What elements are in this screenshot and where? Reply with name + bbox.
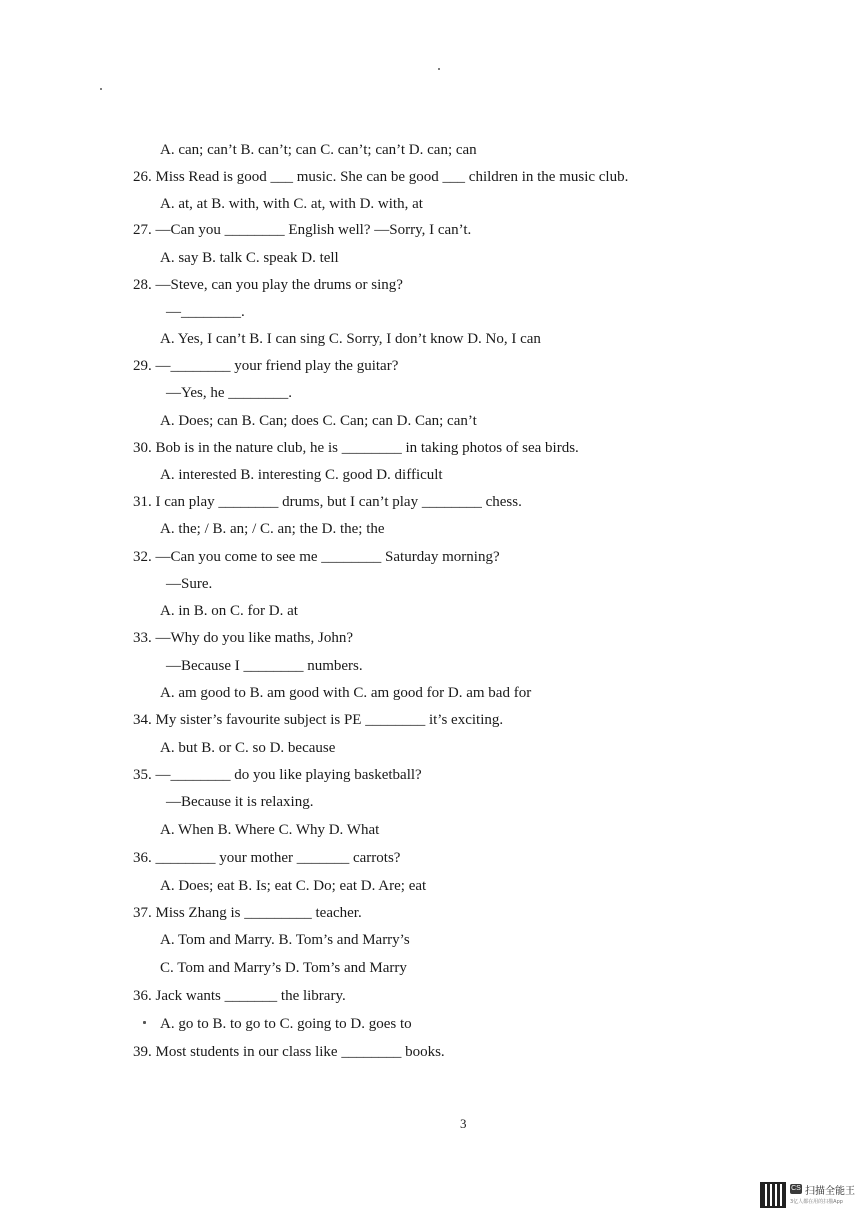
option-line: A. Does; eat B. Is; eat C. Do; eat D. Are; eat	[160, 878, 427, 894]
option-line: A. When B. Where C. Why D. What	[160, 822, 380, 838]
scanner-name: 扫描全能王	[805, 1186, 855, 1197]
scan-speck	[100, 88, 102, 90]
option-line: A. say B. talk C. speak D. tell	[160, 250, 339, 266]
option-line: A. Does; can B. Can; does C. Can; can D. Can; can’t	[160, 413, 477, 429]
answer-line: —________.	[166, 304, 245, 320]
scanner-tagline: 3亿人都在用的扫描App	[790, 1199, 843, 1205]
scanner-badge: CS	[791, 1185, 801, 1192]
question-line: 32. —Can you come to see me ________ Saturday morning?	[133, 549, 500, 565]
question-line: 37. Miss Zhang is _________ teacher.	[133, 905, 362, 921]
answer-line: —Because it is relaxing.	[166, 794, 314, 810]
question-line: 35. —________ do you like playing basketball?	[133, 767, 422, 783]
option-line: A. but B. or C. so D. because	[160, 740, 336, 756]
question-line: 27. —Can you ________ English well? —Sorry, I can’t.	[133, 222, 472, 238]
option-line: A. Tom and Marry. B. Tom’s and Marry’s	[160, 932, 410, 948]
scan-speck	[143, 1021, 146, 1024]
question-line: 33. —Why do you like maths, John?	[133, 630, 353, 646]
question-line: 28. —Steve, can you play the drums or sing?	[133, 277, 403, 293]
question-line: 34. My sister’s favourite subject is PE ________ it’s exciting.	[133, 712, 504, 728]
question-line: 36. ________ your mother _______ carrots?	[133, 850, 401, 866]
question-line: 36. Jack wants _______ the library.	[133, 988, 346, 1004]
answer-line: —Sure.	[166, 576, 213, 592]
option-line: A. go to B. to go to C. going to D. goes to	[160, 1016, 412, 1032]
option-line: A. am good to B. am good with C. am good for D. am bad for	[160, 685, 532, 701]
scan-speck	[438, 68, 440, 70]
answer-line: —Yes, he ________.	[166, 385, 292, 401]
question-line: 26. Miss Read is good ___ music. She can be good ___ children in the music club.	[133, 169, 629, 185]
answer-line: —Because I ________ numbers.	[166, 658, 363, 674]
qr-code-icon	[760, 1182, 786, 1208]
question-line: 31. I can play ________ drums, but I can’t play ________ chess.	[133, 494, 522, 510]
scanner-watermark	[760, 1180, 860, 1216]
option-line: A. in B. on C. for D. at	[160, 603, 298, 619]
question-line: 29. —________ your friend play the guitar?	[133, 358, 399, 374]
option-line: A. interested B. interesting C. good D. difficult	[160, 467, 443, 483]
option-line: A. can; can’t B. can’t; can C. can’t; can’t D. can; can	[160, 142, 477, 158]
page-number: 3	[460, 1116, 467, 1131]
option-line: A. Yes, I can’t B. I can sing C. Sorry, I don’t know D. No, I can	[160, 331, 541, 347]
option-line: C. Tom and Marry’s D. Tom’s and Marry	[160, 960, 407, 976]
question-line: 30. Bob is in the nature club, he is ________ in taking photos of sea birds.	[133, 440, 579, 456]
option-line: A. the; / B. an; / C. an; the D. the; the	[160, 521, 385, 537]
question-line: 39. Most students in our class like ________ books.	[133, 1044, 445, 1060]
option-line: A. at, at B. with, with C. at, with D. with, at	[160, 196, 423, 212]
